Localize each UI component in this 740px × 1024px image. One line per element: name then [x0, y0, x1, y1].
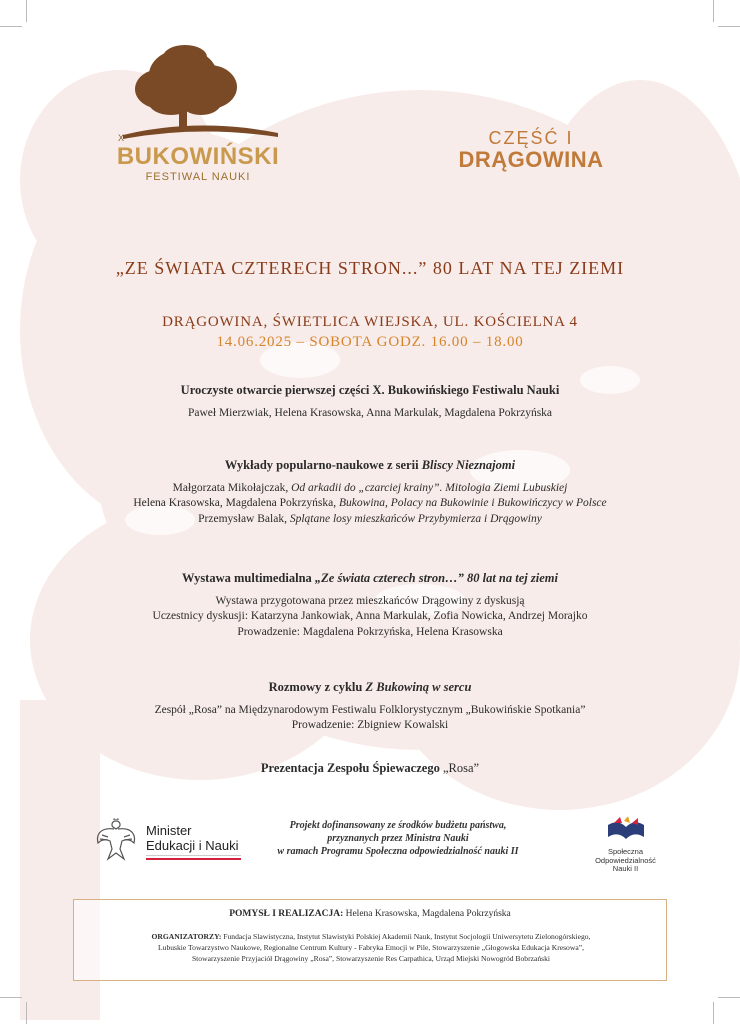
section-talks — [0, 680, 740, 734]
lecture-line: Helena Krasowska, Magdalena Pokrzyńska, Bukowina, Polacy na Bukowinie i Bukowińczycy w Polsce — [133, 497, 607, 509]
flag-line-red — [146, 858, 241, 860]
funding-text: Projekt dofinansowany ze środków budżetu państwa, przyznanych przez Ministra Nauki w ramach Programu Społeczna odpowiedzialność nauki II — [277, 820, 519, 857]
section-line: Prowadzenie: Zbigniew Kowalski — [291, 719, 449, 731]
section-line: Uczestnicy dyskusji: Katarzyna Jankowiak, Anna Markulak, Zofia Nowicka, Andrzej Morajko — [152, 610, 588, 622]
tree-icon — [113, 45, 283, 141]
crop-mark — [0, 997, 22, 998]
funding-row — [88, 817, 658, 877]
section-heading: Wykłady popularno-naukowe z serii Bliscy Nieznajomi — [224, 458, 516, 472]
section-line: Prowadzenie: Magdalena Pokrzyńska, Helena Krasowska — [237, 625, 503, 638]
festival-logo — [108, 45, 288, 185]
event-title: „ZE ŚWIATA CZTERECH STRON...” 80 LAT NA TEJ ZIEMI — [115, 258, 625, 278]
section-presentation — [0, 761, 740, 784]
event-location: DRĄGOWINA, ŚWIETLICA WIEJSKA, UL. KOŚCIELNA 4 — [162, 314, 578, 330]
spo-text: Społeczna Odpowiedzialność Nauki II — [595, 847, 656, 873]
organizers-box — [73, 899, 667, 981]
crop-mark — [718, 997, 740, 998]
part-place: DRĄGOWINA — [458, 147, 604, 172]
crop-mark — [713, 1002, 714, 1024]
festival-subtitle: FESTIWAL NAUKI — [145, 171, 251, 183]
section-heading: Prezentacja Zespołu Śpiewaczego „Rosa” — [260, 761, 480, 775]
minister-text: Minister Edukacji i Nauki — [146, 823, 239, 853]
spo-logo — [583, 817, 668, 874]
section-opening — [0, 383, 740, 421]
part-heading — [446, 128, 616, 173]
eagle-emblem-icon — [94, 817, 138, 863]
lecture-line: Przemysław Balak, Splątane losy mieszkańców Przybymierza i Drągowiny — [198, 512, 542, 525]
crop-mark — [26, 0, 27, 22]
festival-name: BUKOWIŃSKI — [116, 143, 280, 170]
part-label: CZĘŚĆ I — [488, 128, 574, 148]
section-heading: Uroczyste otwarcie pierwszej części X. Bukowińskiego Festiwalu Nauki — [180, 383, 560, 397]
open-book-icon — [604, 817, 648, 843]
organizers-list: ORGANIZATORZY: Fundacja Slawistyczna, Instytut Slawistyki Polskiej Akademii Nauk, Instytut Socjologii Uniwersytetu Zielonogórskiego, Lubuskie Towarzystwo Naukowe, Regionalne Centrum Kultury - Fabryka Emocji w Pile, Stowarzyszenie „Głogowska Edukacja Kresowa”, Stowarzyszenie Przyjaciół Drągowiny „Rosa”, Stowarzyszenie Res Carpathica, Urząd Miejski Nowogród Bobrzański — [151, 932, 591, 963]
section-line: Zespół „Rosa” na Międzynarodowym Festiwalu Folklorystycznym „Bukowińskie Spotkania” — [154, 703, 586, 716]
section-heading: Wystawa multimedialna „Ze świata czterech stron…” 80 lat na tej ziemi — [182, 571, 558, 585]
idea-line: POMYSŁ I REALIZACJA: Helena Krasowska, Magdalena Pokrzyńska — [229, 909, 511, 919]
section-line: Paweł Mierzwiak, Helena Krasowska, Anna Markulak, Magdalena Pokrzyńska — [187, 406, 553, 419]
festival-number: X — [118, 133, 125, 143]
section-lectures — [0, 458, 740, 527]
section-heading: Rozmowy z cyklu Z Bukowiną w sercu — [268, 680, 472, 694]
crop-mark — [26, 1002, 27, 1024]
section-line: Wystawa przygotowana przez mieszkańców Drągowiny z dyskusją — [215, 594, 525, 607]
minister-logo — [94, 817, 244, 869]
section-exhibition — [0, 571, 740, 640]
crop-mark — [0, 26, 22, 27]
lecture-line: Małgorzata Mikołajczak, Od arkadii do „czarciej krainy”. Mitologia Ziemi Lubuskiej — [172, 481, 568, 494]
crop-mark — [718, 26, 740, 27]
crop-mark — [713, 0, 714, 22]
flag-line-white — [146, 855, 241, 856]
event-datetime: 14.06.2025 – SOBOTA GODZ. 16.00 – 18.00 — [216, 334, 524, 350]
